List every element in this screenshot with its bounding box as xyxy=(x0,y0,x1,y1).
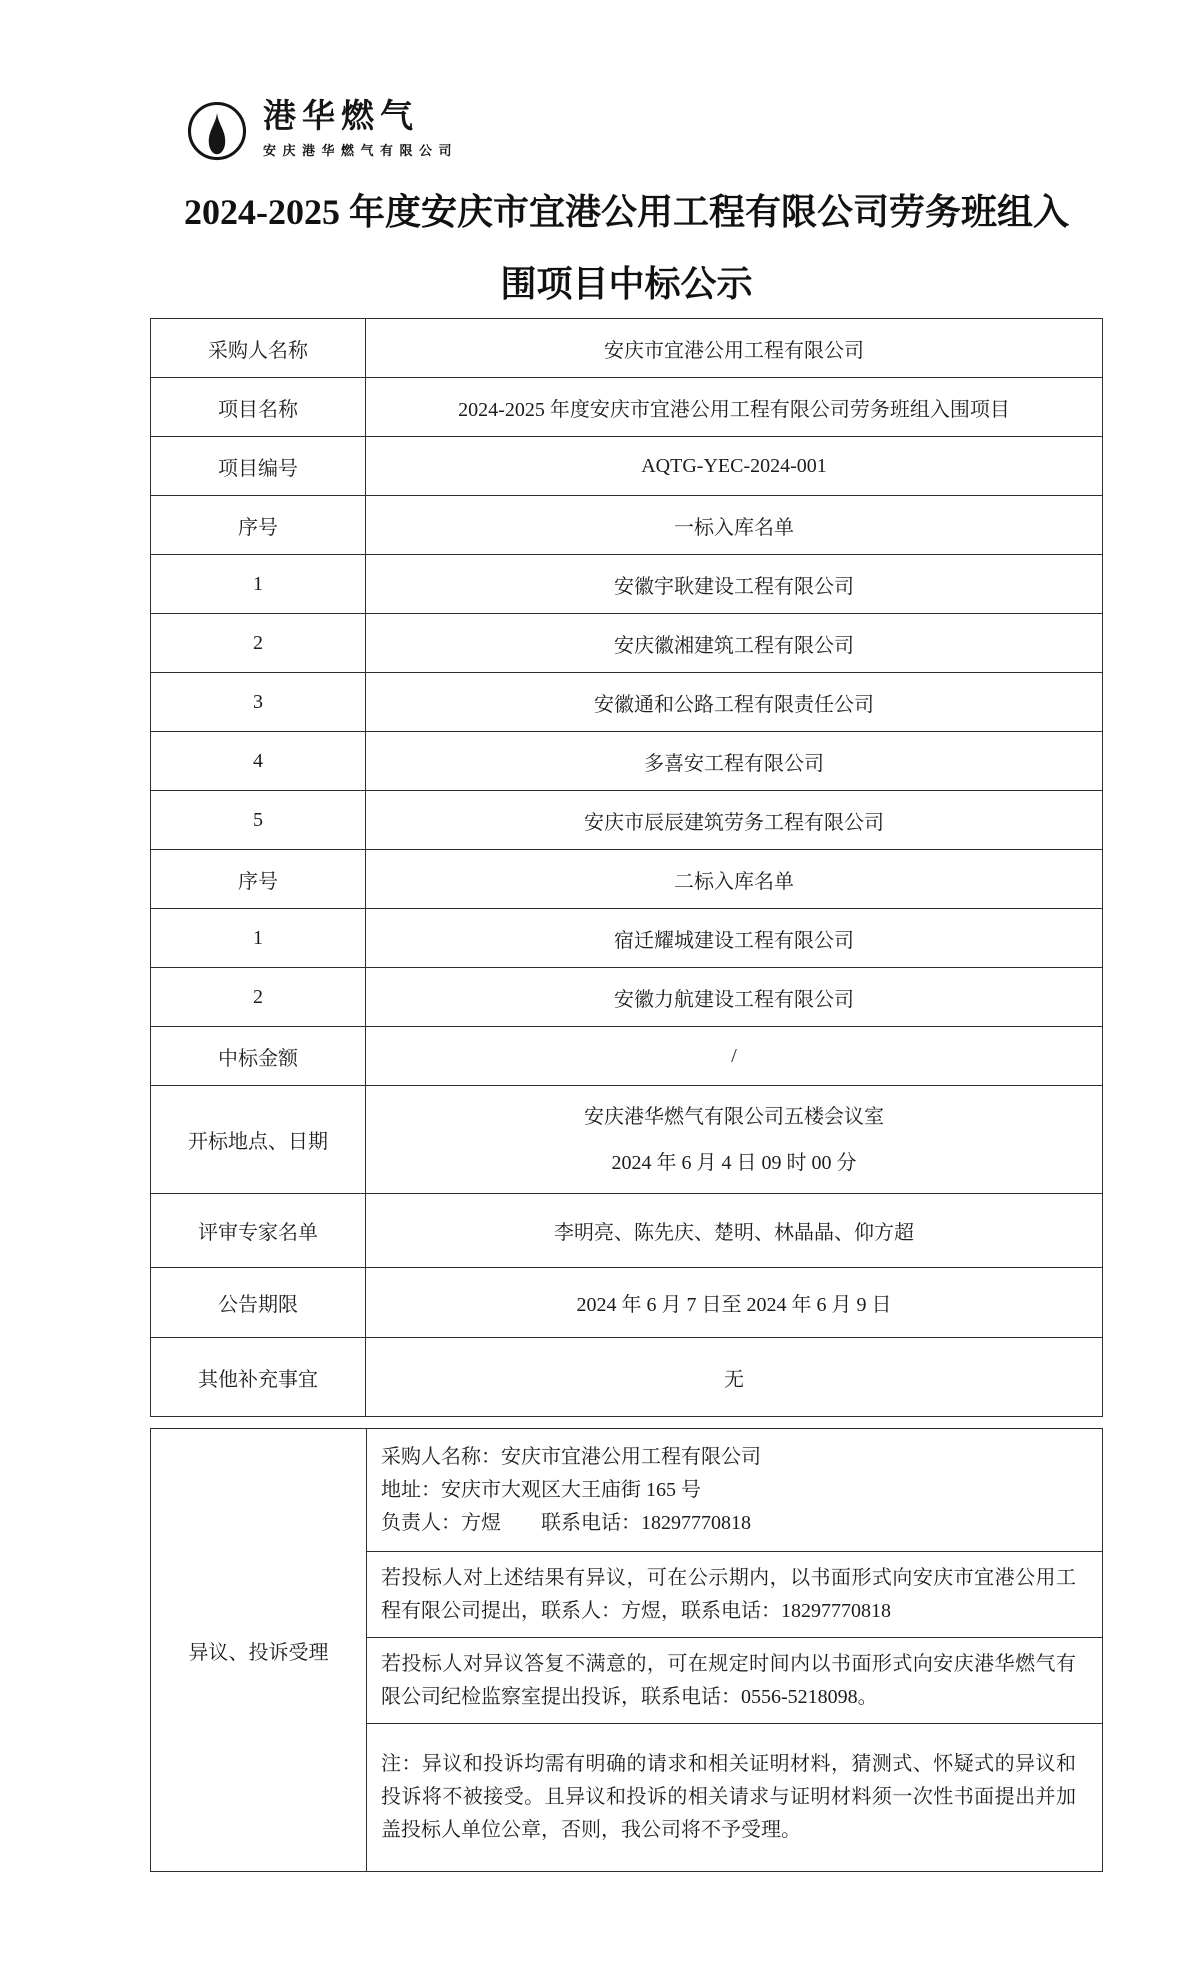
row-value: 2024-2025 年度安庆市宜港公用工程有限公司劳务班组入围项目 xyxy=(458,398,1010,421)
row-label: 3 xyxy=(151,673,366,731)
table-row-lot2-header xyxy=(151,849,1102,908)
row-value: 安徽通和公路工程有限责任公司 xyxy=(594,693,874,716)
row-value: 无 xyxy=(724,1368,744,1391)
row-value-line: 安庆港华燃气有限公司五楼会议室 xyxy=(584,1105,884,1128)
row-label: 其他补充事宜 xyxy=(151,1338,366,1416)
row-label: 2 xyxy=(151,614,366,672)
flame-in-circle-icon xyxy=(186,100,248,162)
row-label: 公告期限 xyxy=(151,1268,366,1337)
table-row-notice-period xyxy=(151,1267,1102,1337)
brand-subtitle: 安庆港华燃气有限公司 xyxy=(263,143,459,158)
row-label: 1 xyxy=(151,555,366,613)
row-value: AQTG-YEC-2024-001 xyxy=(641,454,827,477)
brand-logo xyxy=(186,98,458,162)
row-label: 项目名称 xyxy=(151,378,366,436)
objection-cell-note: 注：异议和投诉均需有明确的请求和相关证明材料，猜测式、怀疑式的异议和投诉将不被接受。且异议和投诉的相关请求与证明材料须一次性书面提出并加盖投标人单位公章，否则，我公司将不予受理。 xyxy=(367,1723,1102,1871)
table-row-project-number xyxy=(151,436,1102,495)
row-label: 1 xyxy=(151,909,366,967)
row-value: 二标入库名单 xyxy=(674,870,794,893)
objection-cell-contact xyxy=(367,1429,1102,1551)
row-value-line: 2024 年 6 月 4 日 09 时 00 分 xyxy=(611,1151,857,1174)
table-row-lot1-header xyxy=(151,495,1102,554)
table-row-opening-place-date xyxy=(151,1085,1102,1193)
row-value: / xyxy=(731,1044,737,1067)
info-table xyxy=(150,318,1103,1417)
table-row-project-name xyxy=(151,377,1102,436)
row-value: 宿迁耀城建设工程有限公司 xyxy=(614,929,854,952)
row-label: 评审专家名单 xyxy=(151,1194,366,1267)
row-value: 2024 年 6 月 7 日至 2024 年 6 月 9 日 xyxy=(576,1294,892,1316)
table-row-lot1-company-1 xyxy=(151,554,1102,613)
objection-body xyxy=(367,1429,1102,1871)
contact-line-person-phone: 负责人：方煜 联系电话：18297770818 xyxy=(381,1511,751,1534)
objection-cell-complaint: 若投标人对异议答复不满意的，可在规定时间内以书面形式向安庆港华燃气有限公司纪检监察室提出投诉，联系电话：0556-5218098。 xyxy=(367,1637,1102,1723)
row-value: 多喜安工程有限公司 xyxy=(644,752,824,775)
row-label: 序号 xyxy=(151,496,366,554)
row-label: 序号 xyxy=(151,850,366,908)
row-value: 一标入库名单 xyxy=(674,516,794,539)
table-row-lot2-company-2 xyxy=(151,967,1102,1026)
objection-cell-objection: 若投标人对上述结果有异议，可在公示期内，以书面形式向安庆市宜港公用工程有限公司提出，联系人：方煜，联系电话：18297770818 xyxy=(367,1551,1102,1637)
table-row-lot1-company-5 xyxy=(151,790,1102,849)
table-row-lot2-company-1 xyxy=(151,908,1102,967)
row-label: 中标金额 xyxy=(151,1027,366,1085)
row-label: 项目编号 xyxy=(151,437,366,495)
page-title-line-2: 围项目中标公示 xyxy=(500,264,753,304)
table-row-lot1-company-4 xyxy=(151,731,1102,790)
row-value: 安徽宇耿建设工程有限公司 xyxy=(614,575,854,598)
row-label: 2 xyxy=(151,968,366,1026)
row-value: 安徽力航建设工程有限公司 xyxy=(614,988,854,1011)
page-title-line-1: 2024-2025 年度安庆市宜港公用工程有限公司劳务班组入 xyxy=(184,192,1069,232)
brand-text xyxy=(263,98,458,159)
table-row-experts xyxy=(151,1193,1102,1267)
row-value xyxy=(366,1086,1102,1193)
row-value: 李明亮、陈先庆、楚明、林晶晶、仰方超 xyxy=(554,1222,914,1244)
row-value: 安庆市辰辰建筑劳务工程有限公司 xyxy=(584,811,884,834)
row-label: 采购人名称 xyxy=(151,319,366,377)
table-row-lot1-company-2 xyxy=(151,613,1102,672)
objection-label: 异议、投诉受理 xyxy=(151,1429,367,1871)
table-row-other-matters xyxy=(151,1337,1102,1416)
page-title xyxy=(150,176,1103,320)
table-row-award-amount xyxy=(151,1026,1102,1085)
contact-line-purchaser: 采购人名称：安庆市宜港公用工程有限公司 xyxy=(381,1445,761,1468)
row-value: 安庆市宜港公用工程有限公司 xyxy=(604,339,864,362)
row-label: 开标地点、日期 xyxy=(151,1086,366,1193)
row-label: 4 xyxy=(151,732,366,790)
row-label: 5 xyxy=(151,791,366,849)
table-row-purchaser xyxy=(151,319,1102,377)
objection-table xyxy=(150,1428,1103,1872)
row-value: 安庆徽湘建筑工程有限公司 xyxy=(614,634,854,657)
table-row-lot1-company-3 xyxy=(151,672,1102,731)
brand-name: 港华燃气 xyxy=(263,97,419,134)
contact-line-address: 地址：安庆市大观区大王庙街 165 号 xyxy=(381,1478,701,1501)
